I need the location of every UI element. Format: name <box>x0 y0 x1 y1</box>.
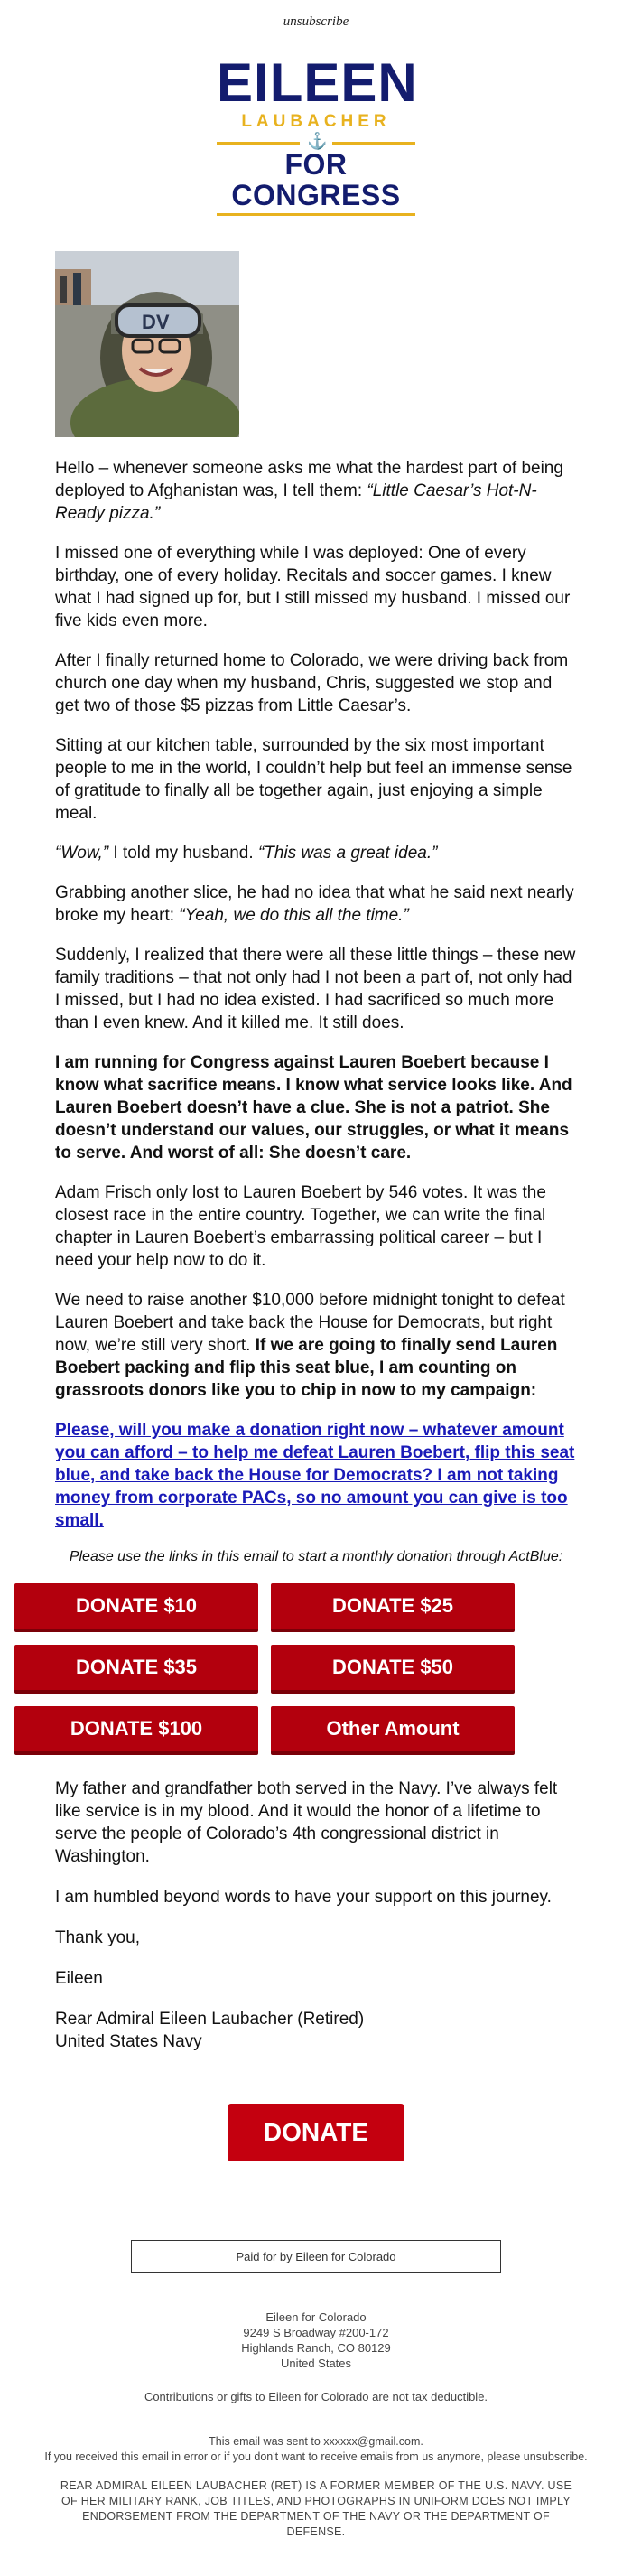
paragraph-humbled: I am humbled beyond words to have your support on this journey. <box>55 1888 552 1907</box>
signature-block <box>55 2008 578 2053</box>
paragraph-cta <box>55 1419 578 1532</box>
paragraph-frisch: Adam Frisch only lost to Lauren Boebert by 546 votes. It was the closest race in the entire country. Together, we can write the final chapter in Lauren Boebert’s embarrassing political career – but I need your help now to do it. <box>55 1183 546 1270</box>
candidate-photo <box>55 251 239 437</box>
logo-surname: LAUBACHER <box>241 112 391 131</box>
donate-10-button[interactable]: DONATE $10 <box>14 1583 258 1632</box>
tax-notice: Contributions or gifts to Eileen for Colorado are not tax deductible. <box>144 2390 488 2403</box>
paragraph-missed: I missed one of everything while I was deployed: One of every birthday, one of every holiday. Recitals and soccer games. I knew what I had signed up for, but I still missed my husband. I missed our five kids even more. <box>55 544 571 630</box>
address-street: 9249 S Broadway #200-172 <box>243 2326 389 2339</box>
closing-content <box>0 1755 632 2053</box>
paragraph-raise: We need to raise another $10,000 before midnight tonight to defeat Lauren Boebert and take back the House for Democrats, but right now, we’re still very short. If we are going to finally send Lauren Boebert packing and flip this seat blue, I am counting on grassroots donors like you to chip in now to my campaign: <box>55 1291 565 1400</box>
paragraph-signoff: Eileen <box>55 1969 103 1988</box>
donation-link[interactable]: Please, will you make a donation right now – whatever amount you can afford – to help me defeat Lauren Boebert, flip this seat blue, and take back the House for Democrats? I am not taking money from corporate PACs, so no amount you can give is too small. <box>55 1421 575 1530</box>
helmet-text: DV <box>142 311 170 333</box>
signature-branch: United States Navy <box>55 2032 202 2051</box>
address-country: United States <box>280 2357 352 2370</box>
paragraph-realized: Suddenly, I realized that there were all these little things – these new family traditions – that not only had I not been a part of, not only had I missed, but I had no idea existed. I had sacrificed so much more than I even knew. And it killed me. It still does. <box>55 946 576 1032</box>
logo-name: EILEEN <box>217 52 418 113</box>
paragraph-returned: After I finally returned home to Colorado, we were driving back from church one day when my husband, Chris, suggested we stop and get two of those $5 pizzas from Little Caesar’s. <box>55 651 569 715</box>
unsubscribe-link[interactable]: unsubscribe <box>283 14 349 29</box>
paragraph-slice: Grabbing another slice, he had no idea that what he said next nearly broke my heart: “Yeah, we do this all the time.” <box>55 883 574 925</box>
candidate-photo-image <box>55 251 239 437</box>
sent-notice <box>0 2434 632 2465</box>
address-org: Eileen for Colorado <box>265 2310 367 2324</box>
logo-tagline: FOR CONGRESS <box>231 148 401 211</box>
logo-divider <box>217 132 415 150</box>
monthly-donation-note: Please use the links in this email to start a monthly donation through ActBlue: <box>69 1549 563 1564</box>
paragraph-kitchen: Sitting at our kitchen table, surrounded by the six most important people to me in the world, I couldn’t help but feel an immense sense of gratitude to finally all be together again, just enjoying a simple meal. <box>55 736 572 823</box>
paragraph-intro: Hello – whenever someone asks me what the hardest part of being deployed to Afghanistan was, I tell them: “Little Caesar’s Hot-N-Ready pizza.” <box>55 459 563 523</box>
address-city: Highlands Ranch, CO 80129 <box>241 2341 391 2355</box>
paragraph-thanks: Thank you, <box>55 1928 140 1947</box>
logo-underline <box>217 213 415 216</box>
sent-to-text: This email was sent to xxxxxx@gmail.com. <box>209 2435 423 2448</box>
paragraph-wow: “Wow,” I told my husband. “This was a great idea.” <box>55 844 438 863</box>
donate-button-grid <box>0 1583 632 1755</box>
donate-50-button[interactable]: DONATE $50 <box>271 1645 515 1694</box>
donate-25-button[interactable]: DONATE $25 <box>271 1583 515 1632</box>
paid-for-box: Paid for by Eileen for Colorado <box>131 2240 501 2273</box>
donate-100-button[interactable]: DONATE $100 <box>14 1706 258 1755</box>
signature-title: Rear Admiral Eileen Laubacher (Retired) <box>55 2010 365 2029</box>
donate-other-button[interactable]: Other Amount <box>271 1706 515 1755</box>
campaign-logo <box>217 52 418 216</box>
big-donate-button[interactable]: DONATE <box>228 2104 404 2161</box>
optout-text[interactable]: If you received this email in error or if you don't want to receive emails from us anymore, please unsubscribe. <box>44 2450 588 2463</box>
military-disclaimer: REAR ADMIRAL EILEEN LAUBACHER (RET) IS A FORMER MEMBER OF THE U.S. NAVY. USE OF HER MILITARY RANK, JOB TITLES, AND PHOTOGRAPHS IN UNIFORM DOES NOT IMPLY ENDORSEMENT FROM THE DEPARTMENT OF THE NAVY OR THE DEPARTMENT OF DEFENSE. <box>60 2479 572 2538</box>
anchor-icon: ⚓ <box>307 132 328 150</box>
letter-content <box>0 437 632 1532</box>
paragraph-running: I am running for Congress against Lauren Boebert because I know what sacrifice means. I know what service looks like. And Lauren Boebert doesn’t have a clue. She is not a patriot. She doesn’t understand our values, our struggles, or what it means to serve. And worst of all: She doesn’t care. <box>55 1053 572 1162</box>
paragraph-navy: My father and grandfather both served in the Navy. I’ve always felt like service is in my blood. And it would the honor of a lifetime to serve the people of Colorado’s 4th congressional district in Washington. <box>55 1779 558 1866</box>
donate-35-button[interactable]: DONATE $35 <box>14 1645 258 1694</box>
mailing-address <box>0 2310 632 2371</box>
